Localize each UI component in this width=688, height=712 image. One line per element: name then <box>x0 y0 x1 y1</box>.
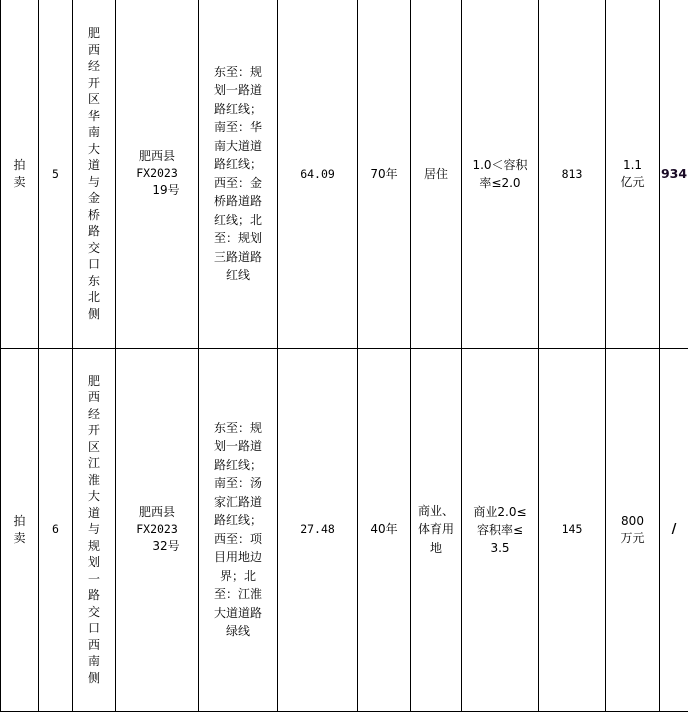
boundary-cell <box>199 348 278 711</box>
far-cell <box>462 348 539 711</box>
use-cell <box>411 348 462 711</box>
starting-price: 1.1亿元 <box>620 157 646 190</box>
land-use: 居住 <box>424 167 448 181</box>
term-cell <box>358 0 411 348</box>
value-cell <box>539 0 606 348</box>
plot-code: FX2023 <box>134 165 179 182</box>
plot-serial: 32号 <box>134 538 179 555</box>
column-value: 145 <box>562 522 583 536</box>
land-boundary: 东至：规划一路道路红线；南至：汤家汇路道路红线；西至：项目用地边界；北至：江淮大道道路绿线 <box>212 419 264 641</box>
land-use: 商业、体育用地 <box>416 502 456 558</box>
method-cell <box>1 348 39 711</box>
row-number: 5 <box>52 167 59 181</box>
use-term: 70年 <box>370 167 397 181</box>
final-price-cell <box>660 0 688 348</box>
starting-price: 800万元 <box>620 513 646 546</box>
plot-county: 肥西县 <box>134 504 179 521</box>
transfer-method: 拍卖 <box>13 157 27 190</box>
plot-code: FX2023 <box>134 521 179 538</box>
plot-serial: 19号 <box>134 182 179 199</box>
area-cell <box>278 348 358 711</box>
plot-county: 肥西县 <box>134 148 179 165</box>
floor-area-ratio: 1.0＜容积率≤2.0 <box>472 156 528 192</box>
final-price-cell <box>660 348 688 711</box>
plot-number-cell <box>116 0 199 348</box>
plot-number-cell <box>116 348 199 711</box>
land-area: 27.48 <box>300 522 335 536</box>
value-cell <box>539 348 606 711</box>
row-number: 6 <box>52 522 59 536</box>
term-cell <box>358 348 411 711</box>
start-price-cell <box>606 0 660 348</box>
boundary-cell <box>199 0 278 348</box>
area-cell <box>278 0 358 348</box>
land-location: 肥西经开区华南大道与金桥路交口东北侧 <box>87 25 101 322</box>
use-cell <box>411 0 462 348</box>
land-boundary: 东至：规划一路道路红线；南至：华南大道道路红线；西至：金桥路道路红线；北至：规划三路道路红线 <box>212 63 264 285</box>
start-price-cell <box>606 348 660 711</box>
use-term: 40年 <box>370 522 397 536</box>
location-cell <box>73 0 116 348</box>
location-cell <box>73 348 116 711</box>
final-price: / <box>672 522 677 537</box>
method-cell <box>1 0 39 348</box>
table-row <box>1 0 688 348</box>
final-price: 934 <box>661 166 687 181</box>
transfer-method: 拍卖 <box>13 513 27 546</box>
column-value: 813 <box>562 167 583 181</box>
land-location: 肥西经开区江淮大道与规划一路交口西南侧 <box>87 373 101 687</box>
number-cell <box>39 348 73 711</box>
number-cell <box>39 0 73 348</box>
land-area: 64.09 <box>300 167 335 181</box>
floor-area-ratio: 商业2.0≤容积率≤3.5 <box>472 503 528 557</box>
far-cell <box>462 0 539 348</box>
table-row <box>1 348 688 711</box>
